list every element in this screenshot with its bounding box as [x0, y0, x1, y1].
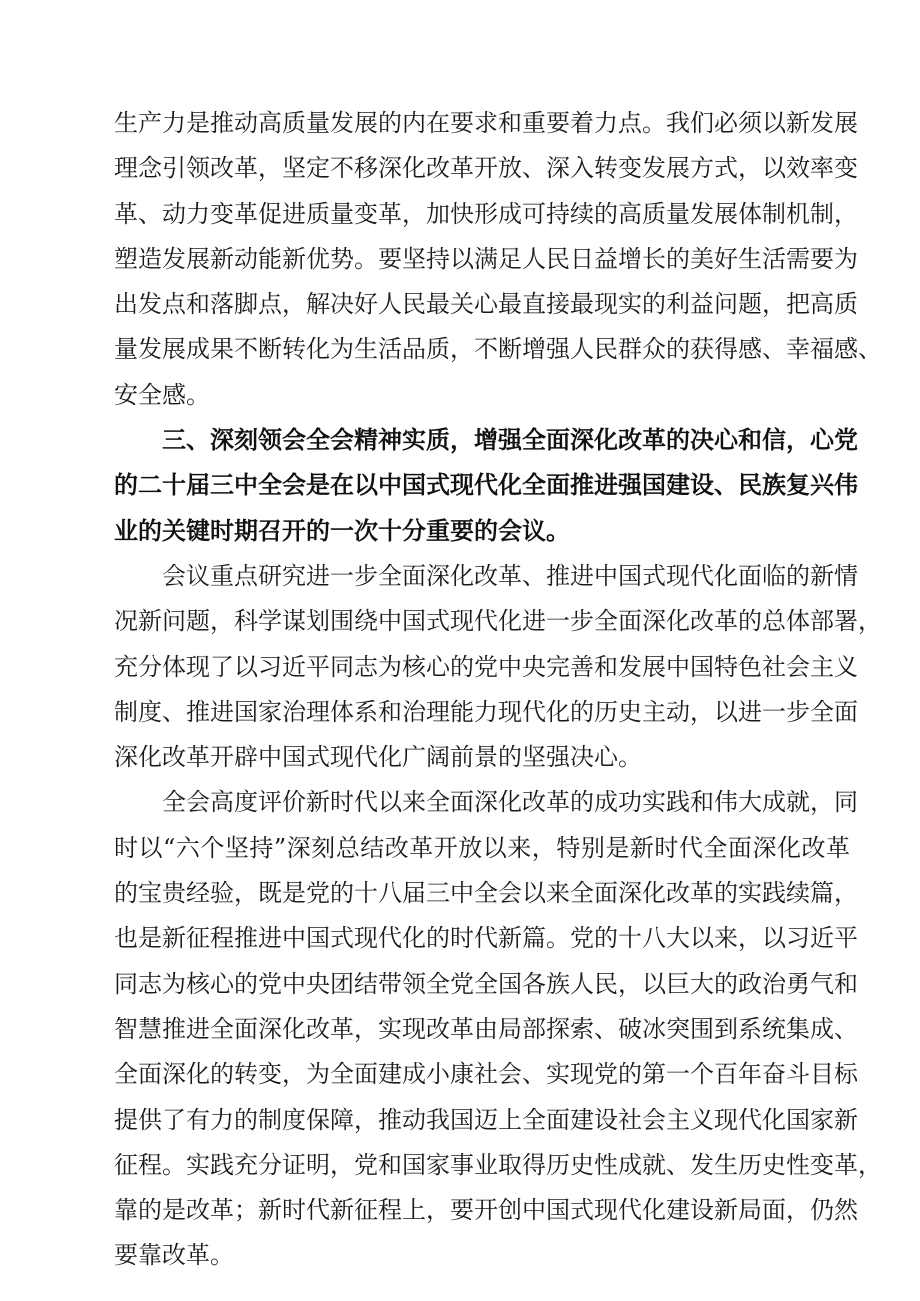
- text-line: 时以“六个坚持”深刻总结改革开放以来，特别是新时代全面深化改革: [114, 833, 850, 862]
- paragraph-1: [114, 101, 882, 418]
- text-line: 也是新征程推进中国式现代化的时代新篇。党的十八大以来，以习近平: [114, 924, 858, 953]
- text-line: 出发点和落脚点，解决好人民最关心最直接最现实的利益问题，把高质: [114, 290, 858, 319]
- heading-line: 业的关键时期召开的一次十分重要的会议。: [114, 516, 570, 545]
- text-line: 况新问题，科学谋划围绕中国式现代化进一步全面深化改革的总体部署，: [114, 607, 882, 636]
- text-line: 的宝贵经验，既是党的十八届三中全会以来全面深化改革的实践续篇，: [114, 879, 858, 908]
- text-line: 靠的是改革；新时代新征程上，要开创中国式现代化建设新局面，仍然: [114, 1196, 858, 1225]
- text-line: 深化改革开辟中国式现代化广阔前景的坚强决心。: [114, 743, 642, 772]
- heading-line: 三、深刻领会全会精神实质，增强全面深化改革的决心和信，心党: [162, 426, 858, 455]
- text-line: 理念引领改革，坚定不移深化改革开放、深入转变发展方式，以效率变: [114, 154, 858, 183]
- text-line: 智慧推进全面深化改革，实现改革由局部探索、破冰突围到系统集成、: [114, 1014, 858, 1043]
- text-line: 全会高度评价新时代以来全面深化改革的成功实践和伟大成就，同: [162, 788, 858, 817]
- text-line: 同志为核心的党中央团结带领全党全国各族人民，以巨大的政治勇气和: [114, 969, 858, 998]
- text-line: 安全感。: [114, 380, 210, 409]
- text-line: 征程。实践充分证明，党和国家事业取得历史性成就、发生历史性变革，: [114, 1150, 882, 1179]
- paragraph-3: [114, 554, 882, 780]
- text-line: 全面深化的转变，为全面建成小康社会、实现党的第一个百年奋斗目标: [114, 1060, 858, 1089]
- text-line: 提供了有力的制度保障，推动我国迈上全面建设社会主义现代化国家新: [114, 1105, 858, 1134]
- text-line: 充分体现了以习近平同志为核心的党中央完善和发展中国特色社会主义: [114, 652, 858, 681]
- heading-line: 的二十届三中全会是在以中国式现代化全面推进强国建设、民族复兴伟: [114, 471, 858, 500]
- text-line: 要靠改革。: [114, 1241, 234, 1270]
- document-body: [114, 101, 882, 1279]
- text-line: 生产力是推动高质量发展的内在要求和重要着力点。我们必须以新发展: [114, 109, 858, 137]
- text-line: 会议重点研究进一步全面深化改革、推进中国式现代化面临的新情: [162, 561, 858, 590]
- text-line: 塑造发展新动能新优势。要坚持以满足人民日益增长的美好生活需要为: [114, 244, 858, 273]
- text-line: 制度、推进国家治理体系和治理能力现代化的历史主动，以进一步全面: [114, 697, 858, 726]
- text-line: 革、动力变革促进质量变革，加快形成可持续的高质量发展体制机制，: [114, 199, 858, 228]
- text-line: 量发展成果不断转化为生活品质，不断增强人民群众的获得感、幸福感、: [114, 335, 882, 364]
- paragraph-4: [114, 780, 882, 1278]
- section-heading: [114, 418, 858, 554]
